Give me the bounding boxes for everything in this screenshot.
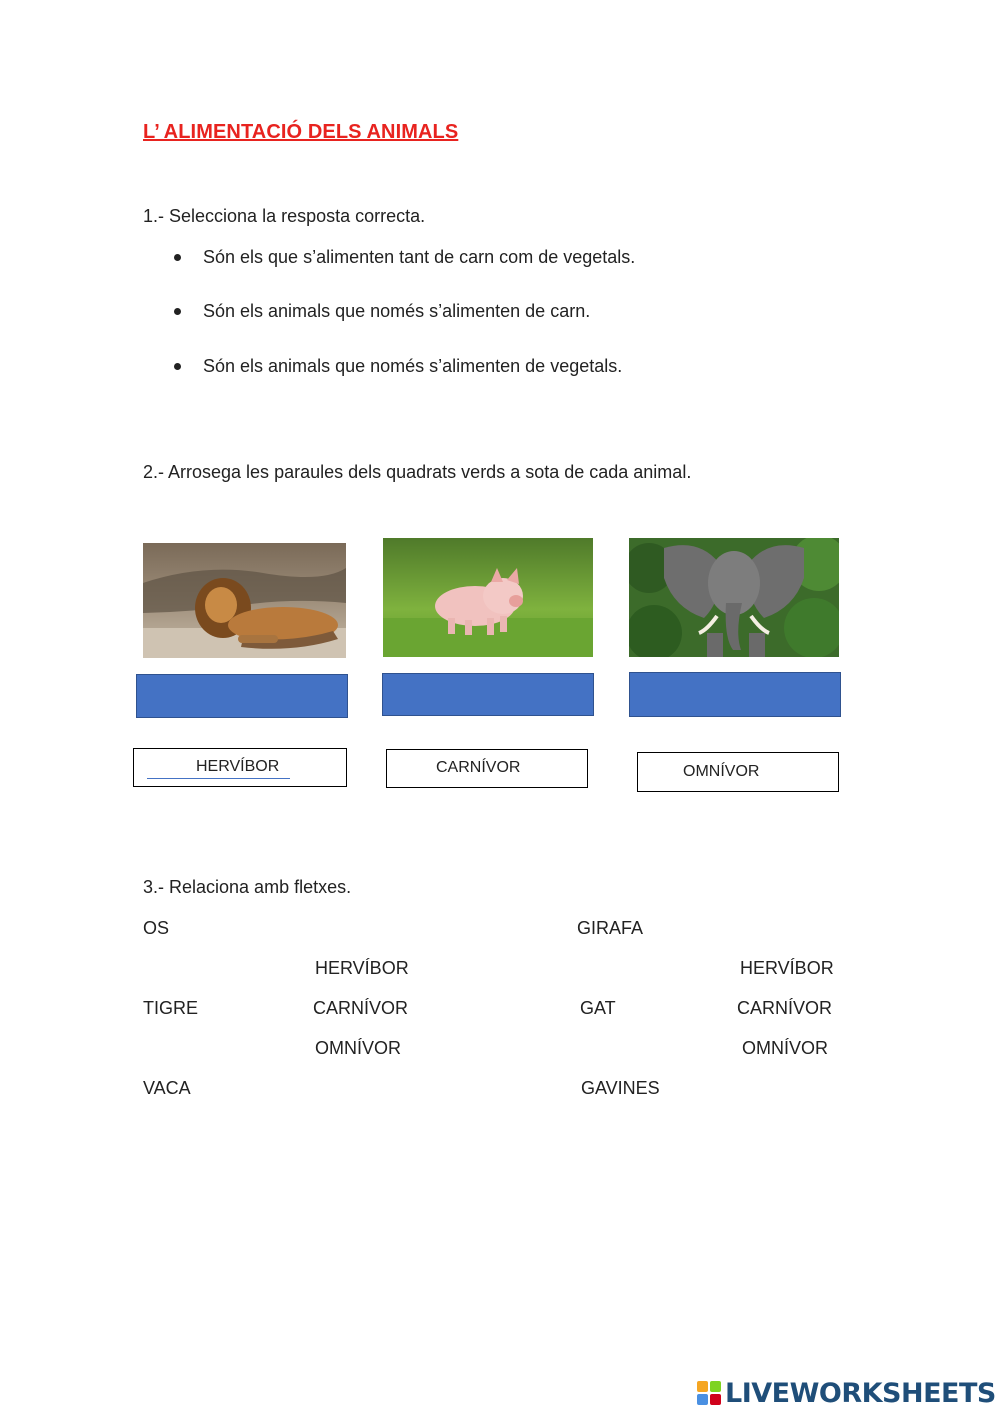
question-1-heading: 1.- Selecciona la resposta correcta.: [143, 206, 426, 226]
match-option-right-3[interactable]: OMNÍVOR: [742, 1038, 829, 1058]
draggable-word-omnivore[interactable]: [637, 752, 839, 792]
pig-image: [383, 538, 593, 657]
drop-target-lion[interactable]: [136, 674, 348, 718]
word-label: CARNÍVOR: [436, 759, 521, 776]
answer-option-3[interactable]: Són els animals que només s’alimenten de vegetals.: [203, 356, 623, 376]
word-label: HERVÍBOR: [196, 758, 280, 775]
answer-option-1[interactable]: Són els que s’alimenten tant de carn com de vegetals.: [203, 247, 636, 267]
brand-logo: [697, 1376, 996, 1410]
match-option-left-3[interactable]: OMNÍVOR: [315, 1038, 402, 1058]
drop-target-pig[interactable]: [382, 673, 594, 716]
match-animal-right-1[interactable]: GIRAFA: [577, 918, 644, 938]
drop-target-elephant[interactable]: [629, 672, 841, 717]
answer-option-2[interactable]: Són els animals que només s’alimenten de carn.: [203, 301, 591, 321]
question-3-heading: 3.- Relaciona amb fletxes.: [143, 877, 352, 897]
match-animal-right-3[interactable]: GAVINES: [581, 1078, 660, 1098]
underline-divider: [147, 778, 290, 779]
brand-name: LIVEWORKSHEETS: [725, 1377, 996, 1409]
word-label: OMNÍVOR: [683, 763, 760, 780]
liveworksheets-logo-icon: [697, 1381, 721, 1405]
match-animal-left-3[interactable]: VACA: [143, 1078, 191, 1098]
match-animal-right-2[interactable]: GAT: [580, 998, 616, 1018]
question-2-heading: 2.- Arrosega les paraules dels quadrats verds a sota de cada animal.: [143, 462, 692, 482]
match-option-left-2[interactable]: CARNÍVOR: [313, 998, 409, 1018]
draggable-word-herbivore[interactable]: [133, 748, 347, 787]
match-option-right-1[interactable]: HERVÍBOR: [740, 958, 834, 978]
match-animal-left-1[interactable]: OS: [143, 918, 170, 938]
match-animal-left-2[interactable]: TIGRE: [143, 998, 199, 1018]
bullet-icon: [174, 308, 181, 315]
draggable-word-carnivore[interactable]: [386, 749, 588, 788]
elephant-image: [629, 538, 839, 657]
match-option-left-1[interactable]: HERVÍBOR: [315, 958, 409, 978]
lion-image: [143, 543, 346, 658]
bullet-icon: [174, 363, 181, 370]
match-option-right-2[interactable]: CARNÍVOR: [737, 998, 833, 1018]
page-title: L’ ALIMENTACIÓ DELS ANIMALS: [143, 121, 459, 143]
bullet-icon: [174, 254, 181, 261]
